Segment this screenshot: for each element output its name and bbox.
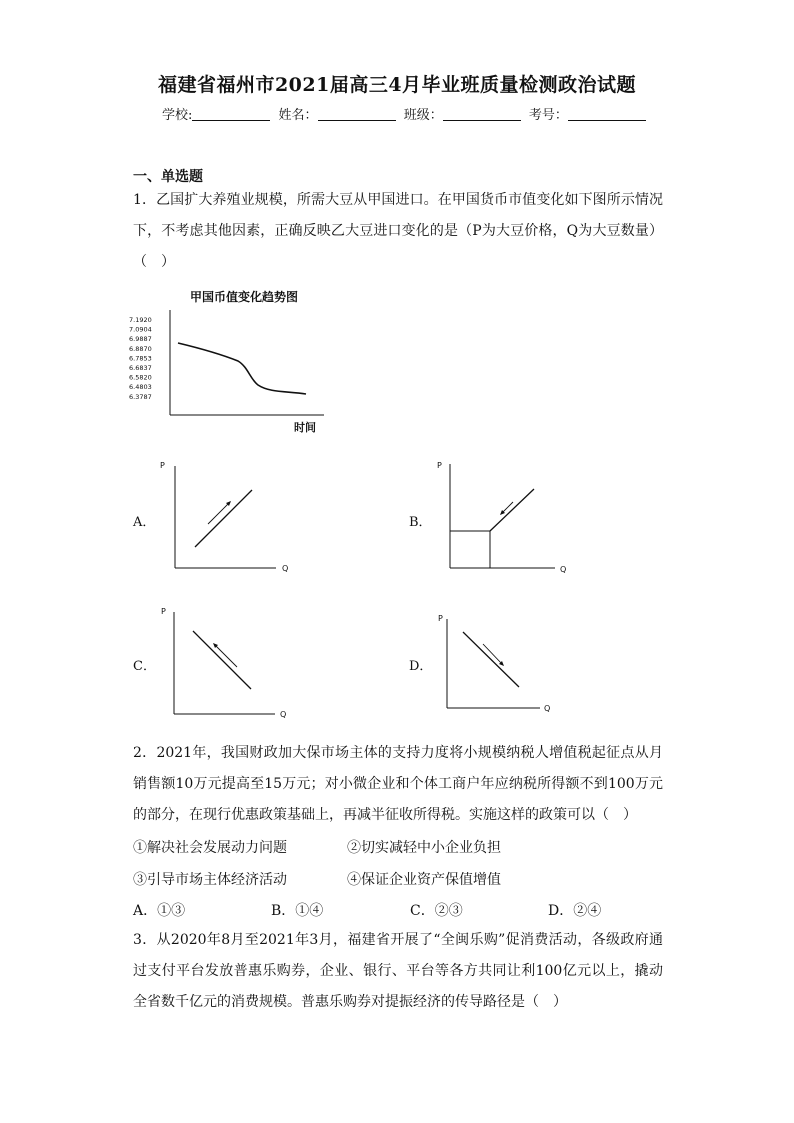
exam-no-blank[interactable]	[568, 108, 646, 121]
question-2-choice-b[interactable]: B．①④	[271, 903, 324, 919]
question-2-item-4: ④保证企业资产保值增值	[347, 872, 501, 888]
school-blank[interactable]	[192, 108, 270, 121]
trend-tick-label: 6.7853	[129, 354, 152, 363]
question-2-choice-d[interactable]: D．②④	[548, 903, 602, 919]
option-b-graph	[433, 458, 573, 578]
document-title: 福建省福州市2021届高三4月毕业班质量检测政治试题	[157, 74, 637, 96]
question-2-item-2: ②切实减轻中小企业负担	[347, 840, 501, 856]
option-d-q-label: Q	[544, 704, 551, 713]
option-c-label[interactable]: C．	[133, 659, 156, 674]
option-a-q-label: Q	[282, 564, 289, 573]
trend-tick-label: 7.1920	[129, 316, 152, 324]
option-c-graph	[158, 604, 298, 724]
question-2-item-3: ③引导市场主体经济活动	[133, 872, 287, 888]
trend-tick-label: 6.8870	[129, 344, 152, 353]
student-info-row	[162, 104, 646, 123]
section-title: 一、单选题	[133, 169, 203, 185]
option-d-p-label: P	[438, 614, 443, 623]
option-d-curve	[463, 632, 519, 687]
question-2-choice-a[interactable]: A．①③	[133, 903, 186, 919]
option-a-graph	[158, 458, 298, 578]
question-1-stem: 1．乙国扩大养殖业规模，所需大豆从甲国进口。在甲国货币市值变化如下图所示情况下，不考虑其他因素，正确反映乙大豆进口变化的是（P为大豆价格，Q为大豆数量）（ ）	[133, 192, 663, 270]
trend-tick-labels	[129, 316, 152, 401]
exam-no-label: 考号：	[528, 108, 568, 123]
trend-tick-label: 6.6837	[129, 364, 152, 372]
trend-tick-label: 7.0904	[129, 325, 152, 334]
currency-trend-chart	[128, 285, 338, 440]
question-3-stem: 3．从2020年8月至2021年3月，福建省开展了“全闽乐购”促消费活动，各级政府通过支付平台发放普惠乐购券，企业、银行、平台等各方共同让利100亿元以上，撬动全省数千亿元的消费规模。普惠乐购券对提振经济的传导路径是（ ）	[133, 932, 663, 1010]
trend-chart-title: 甲国币值变化趋势图	[190, 290, 299, 304]
name-blank[interactable]	[318, 108, 396, 121]
option-d-label[interactable]: D．	[409, 659, 433, 674]
class-label: 班级：	[403, 108, 443, 123]
name-label: 姓名：	[278, 108, 318, 123]
trend-line	[178, 343, 306, 394]
option-c-q-label: Q	[280, 710, 287, 719]
option-c-p-label: P	[161, 607, 166, 616]
option-b-p-label: P	[437, 461, 442, 470]
option-a-p-label: P	[160, 461, 165, 470]
question-2-stem: 2．2021年，我国财政加大保市场主体的支持力度将小规模纳税人增值税起征点从月销售额10万元提高至15万元；对小微企业和个体工商户年应纳税所得额不到100万元的部分，在现行优惠政策基础上，再减半征收所得税。实施这样的政策可以（ ）	[133, 745, 663, 823]
trend-tick-label: 6.4803	[129, 383, 152, 392]
option-b-label[interactable]: B．	[409, 515, 432, 530]
question-2-item-1: ①解决社会发展动力问题	[133, 840, 287, 856]
option-a-curve	[195, 490, 252, 547]
trend-x-label: 时间	[294, 421, 316, 434]
option-a-label[interactable]: A．	[133, 515, 156, 530]
option-b-curve	[490, 489, 534, 531]
class-blank[interactable]	[443, 108, 521, 121]
trend-tick-label: 6.9887	[129, 335, 152, 344]
option-c-curve	[193, 631, 251, 689]
option-b-q-label: Q	[560, 565, 567, 574]
trend-tick-label: 6.3787	[129, 392, 152, 401]
school-label: 学校:	[162, 108, 193, 123]
trend-tick-label: 6.5820	[129, 373, 152, 382]
option-d-graph	[430, 611, 570, 723]
option-a-arrow	[208, 502, 230, 524]
question-2-choice-c[interactable]: C．②③	[410, 903, 463, 919]
